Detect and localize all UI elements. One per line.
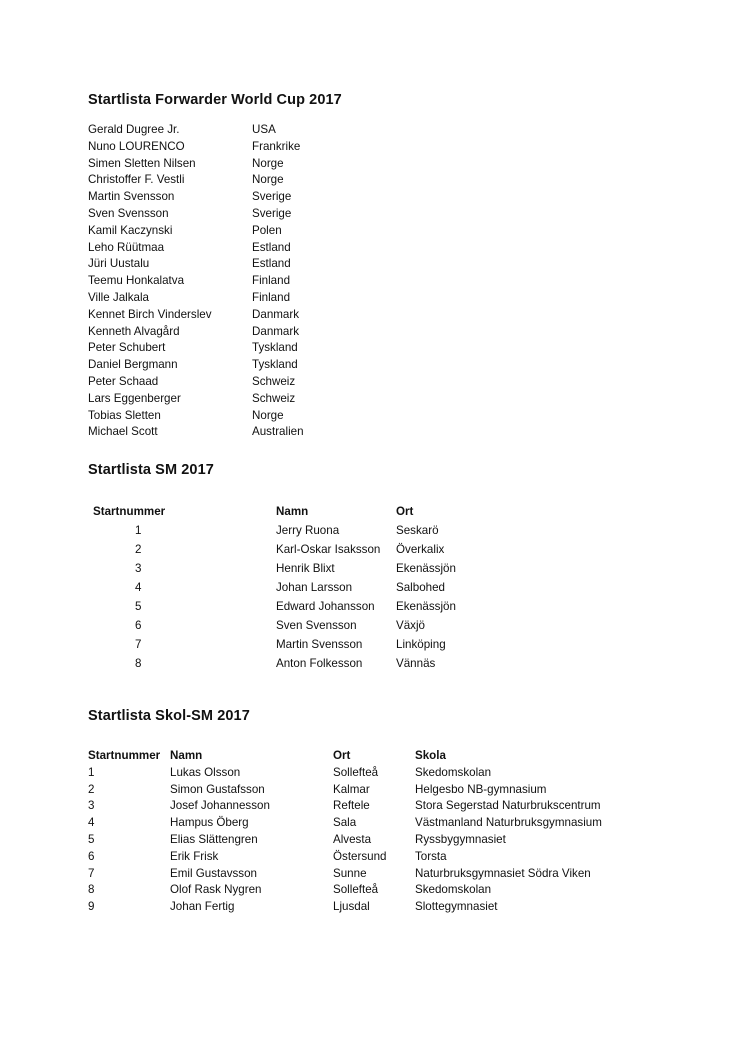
competitor-name: Teemu Honkalatva: [88, 274, 185, 288]
col-startnummer: Startnummer: [88, 749, 161, 762]
table-row: [88, 867, 648, 884]
start-number: 2: [135, 543, 142, 556]
competitor-name: Jüri Uustalu: [88, 257, 150, 271]
competitor-name: Tobias Sletten: [88, 408, 161, 422]
ort-cell: Linköping: [396, 638, 446, 651]
name-cell: Josef Johannesson: [170, 799, 270, 813]
list-item: [88, 207, 388, 224]
competitor-country: Norge: [252, 156, 284, 170]
list-item: [88, 224, 388, 241]
name-cell: Edward Johansson: [276, 600, 375, 613]
competitor-country: USA: [252, 123, 276, 136]
competitor-name: Gerald Dugree Jr.: [88, 123, 180, 136]
start-number: 2: [88, 782, 95, 796]
list-item: [88, 375, 388, 392]
start-number: 6: [88, 849, 95, 863]
ort-cell: Reftele: [333, 799, 370, 813]
table-row: [88, 850, 648, 867]
name-cell: Karl-Oskar Isaksson: [276, 543, 381, 556]
worldcup-title: Startlista Forwarder World Cup 2017: [88, 92, 342, 108]
skola-cell: Stora Segerstad Naturbrukscentrum: [415, 799, 601, 813]
name-cell: Emil Gustavsson: [170, 866, 257, 880]
col-namn: Namn: [170, 749, 203, 762]
ort-cell: Ekenässjön: [396, 600, 456, 613]
name-cell: Hampus Öberg: [170, 816, 249, 830]
start-number: 1: [88, 765, 95, 779]
competitor-name: Leho Rüütmaa: [88, 240, 165, 254]
start-number: 3: [88, 799, 95, 813]
ort-cell: Växjö: [396, 619, 426, 632]
col-startnummer: Startnummer: [93, 505, 166, 518]
competitor-country: Australien: [252, 425, 304, 439]
table-header: [88, 505, 488, 524]
competitor-name: Christoffer F. Vestli: [88, 173, 185, 187]
start-number: 5: [135, 600, 142, 613]
start-number: 8: [88, 883, 95, 897]
name-cell: Martin Svensson: [276, 638, 363, 651]
skolsm-table: [88, 749, 648, 917]
ort-cell: Ekenässjön: [396, 562, 456, 575]
competitor-country: Tyskland: [252, 341, 298, 355]
competitor-name: Kamil Kaczynski: [88, 223, 173, 237]
name-cell: Lukas Olsson: [170, 765, 241, 779]
competitor-name: Lars Eggenberger: [88, 391, 181, 405]
ort-cell: Alvesta: [333, 832, 372, 846]
table-row: [88, 581, 488, 600]
start-number: 7: [88, 866, 95, 880]
start-number: 4: [88, 816, 95, 830]
list-item: [88, 325, 388, 342]
competitor-country: Sverige: [252, 206, 292, 220]
competitor-name: Kennet Birch Vinderslev: [88, 307, 212, 321]
skola-cell: Naturbruksgymnasiet Södra Viken: [415, 866, 591, 880]
list-item: [88, 257, 388, 274]
list-item: [88, 274, 388, 291]
ort-cell: Seskarö: [396, 524, 439, 537]
table-row: [88, 816, 648, 833]
name-cell: Simon Gustafsson: [170, 782, 265, 796]
col-ort: Ort: [333, 749, 351, 762]
table-row: [88, 600, 488, 619]
worldcup-list: [88, 123, 388, 442]
name-cell: Jerry Ruona: [276, 524, 340, 537]
competitor-country: Danmark: [252, 324, 300, 338]
competitor-country: Frankrike: [252, 139, 301, 153]
ort-cell: Sunne: [333, 866, 367, 880]
start-number: 4: [135, 581, 142, 594]
list-item: [88, 157, 388, 174]
ort-cell: Kalmar: [333, 782, 370, 796]
list-item: [88, 308, 388, 325]
sm-table: [88, 505, 488, 676]
skola-cell: Västmanland Naturbruksgymnasium: [415, 816, 602, 830]
competitor-name: Michael Scott: [88, 425, 158, 439]
skola-cell: Ryssbygymnasiet: [415, 832, 506, 846]
competitor-name: Ville Jalkala: [88, 290, 150, 304]
start-number: 5: [88, 832, 95, 846]
name-cell: Erik Frisk: [170, 849, 219, 863]
table-row: [88, 657, 488, 676]
name-cell: Anton Folkesson: [276, 657, 363, 670]
ort-cell: Sollefteå: [333, 883, 379, 897]
list-item: [88, 425, 388, 442]
col-skola: Skola: [415, 749, 446, 762]
list-item: [88, 392, 388, 409]
competitor-name: Kenneth Alvagård: [88, 324, 180, 338]
name-cell: Elias Slättengren: [170, 832, 258, 846]
competitor-name: Daniel Bergmann: [88, 358, 178, 372]
ort-cell: Sollefteå: [333, 765, 379, 779]
competitor-country: Tyskland: [252, 358, 298, 372]
start-number: 6: [135, 619, 142, 632]
ort-cell: Ljusdal: [333, 900, 370, 914]
table-row: [88, 766, 648, 783]
table-row: [88, 883, 648, 900]
list-item: [88, 123, 388, 140]
list-item: [88, 358, 388, 375]
competitor-country: Norge: [252, 408, 284, 422]
col-ort: Ort: [396, 505, 414, 518]
list-item: [88, 173, 388, 190]
list-item: [88, 291, 388, 308]
start-number: 3: [135, 562, 142, 575]
table-row: [88, 638, 488, 657]
table-row: [88, 562, 488, 581]
table-row: [88, 783, 648, 800]
table-row: [88, 799, 648, 816]
skola-cell: Slottegymnasiet: [415, 900, 498, 914]
list-item: [88, 140, 388, 157]
competitor-name: Martin Svensson: [88, 190, 175, 204]
skola-cell: Skedomskolan: [415, 765, 492, 779]
name-cell: Johan Larsson: [276, 581, 353, 594]
competitor-country: Danmark: [252, 307, 300, 321]
list-item: [88, 190, 388, 207]
ort-cell: Salbohed: [396, 581, 445, 594]
competitor-name: Sven Svensson: [88, 206, 169, 220]
start-number: 9: [88, 900, 95, 914]
competitor-country: Schweiz: [252, 374, 296, 388]
competitor-name: Simen Sletten Nilsen: [88, 156, 196, 170]
competitor-country: Finland: [252, 274, 291, 288]
table-row: [88, 524, 488, 543]
ort-cell: Östersund: [333, 849, 387, 863]
competitor-name: Peter Schaad: [88, 374, 159, 388]
col-namn: Namn: [276, 505, 309, 518]
start-number: 1: [135, 524, 142, 537]
list-item: [88, 241, 388, 258]
name-cell: Henrik Blixt: [276, 562, 335, 575]
table-row: [88, 900, 648, 917]
sm-title: Startlista SM 2017: [88, 462, 214, 478]
name-cell: Johan Fertig: [170, 900, 235, 914]
name-cell: Olof Rask Nygren: [170, 883, 262, 897]
table-row: [88, 543, 488, 562]
skola-cell: Skedomskolan: [415, 883, 492, 897]
ort-cell: Vännäs: [396, 657, 436, 670]
competitor-country: Norge: [252, 173, 284, 187]
list-item: [88, 341, 388, 358]
skolsm-title: Startlista Skol-SM 2017: [88, 708, 250, 724]
competitor-country: Estland: [252, 257, 291, 271]
competitor-country: Schweiz: [252, 391, 296, 405]
competitor-country: Polen: [252, 223, 282, 237]
competitor-name: Nuno LOURENCO: [88, 139, 185, 153]
competitor-name: Peter Schubert: [88, 341, 166, 355]
competitor-country: Sverige: [252, 190, 292, 204]
ort-cell: Överkalix: [396, 543, 445, 556]
table-row: [88, 619, 488, 638]
table-row: [88, 833, 648, 850]
table-header: [88, 749, 648, 766]
skola-cell: Helgesbo NB-gymnasium: [415, 782, 547, 796]
name-cell: Sven Svensson: [276, 619, 357, 632]
start-number: 7: [135, 638, 142, 651]
start-number: 8: [135, 657, 142, 670]
skola-cell: Torsta: [415, 849, 447, 863]
competitor-country: Estland: [252, 240, 291, 254]
competitor-country: Finland: [252, 290, 291, 304]
ort-cell: Sala: [333, 816, 357, 830]
list-item: [88, 409, 388, 426]
